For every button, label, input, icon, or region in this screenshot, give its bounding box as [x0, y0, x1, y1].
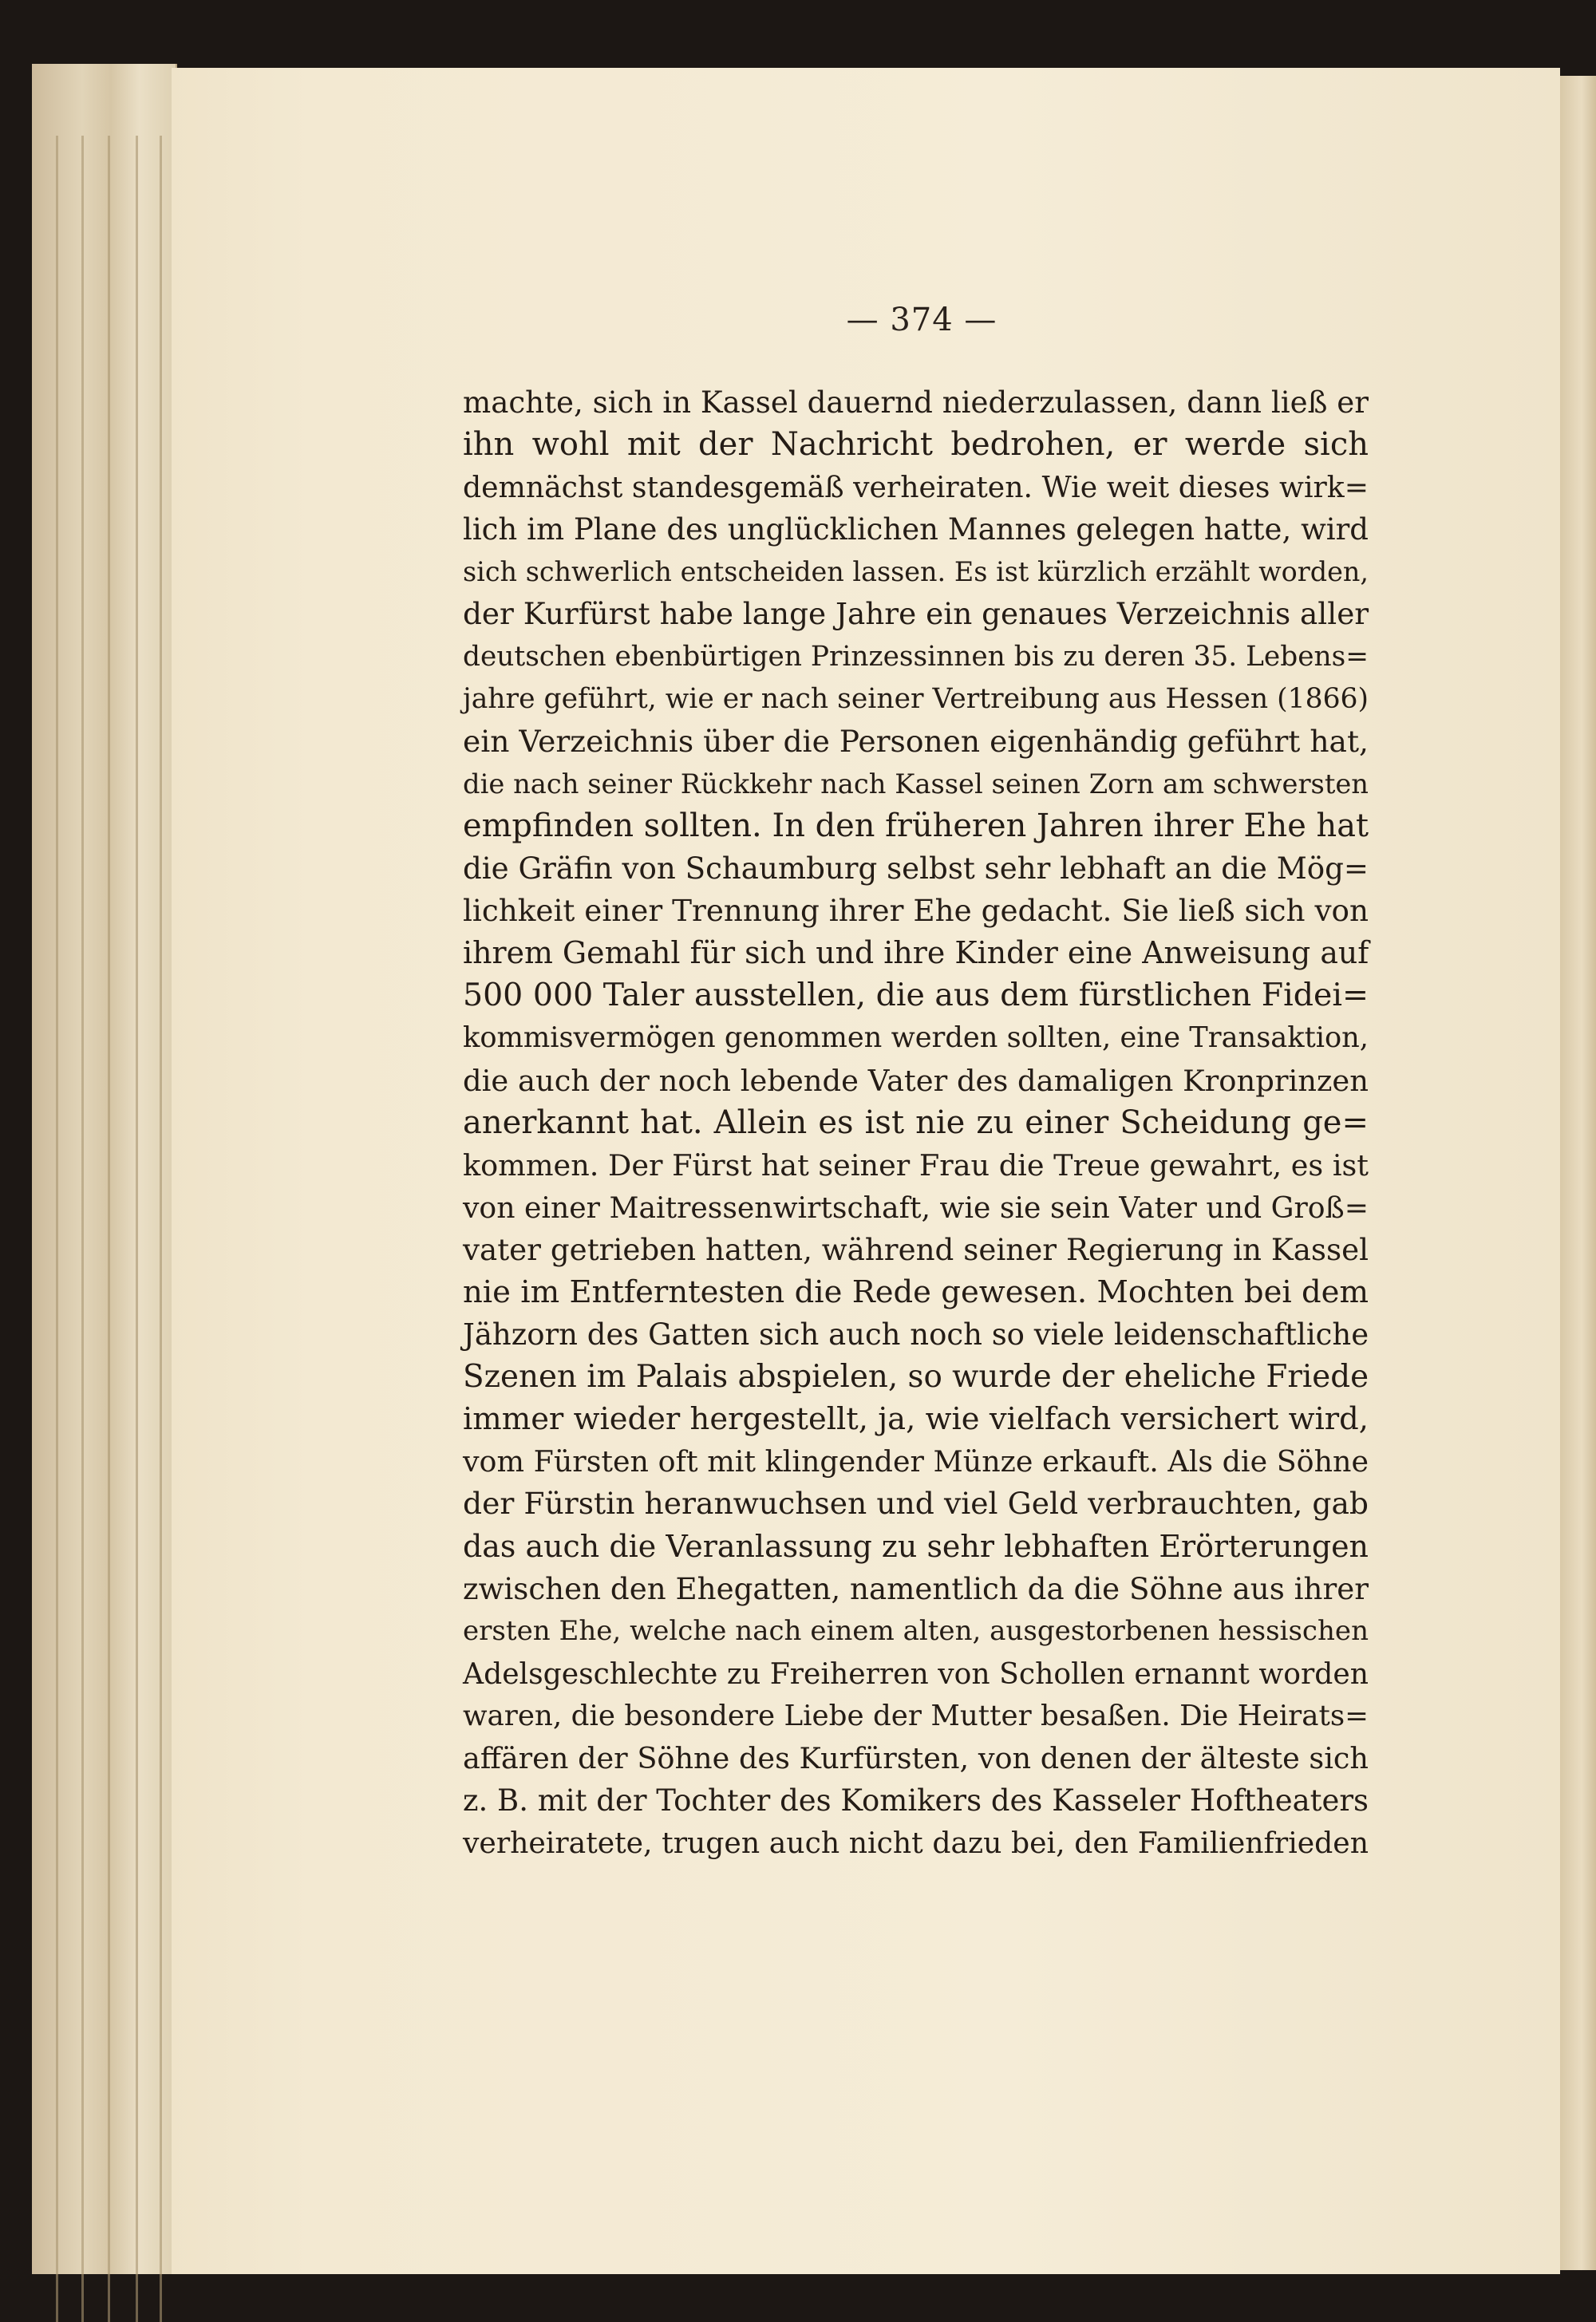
text-line: ihn wohl mit der Nachricht bedrohen, er werde sich — [463, 426, 1369, 464]
text-line: der Fürstin heranwuchsen und viel Geld verbrauchten, gab — [463, 1486, 1369, 1522]
page-edge-line — [108, 136, 110, 2322]
text-line: empfinden sollten. In den früheren Jahren ihrer Ehe hat — [463, 807, 1369, 844]
text-line: Jähzorn des Gatten sich auch noch so viele leidenschaftliche — [463, 1317, 1369, 1353]
text-line: sich schwerlich entscheiden lassen. Es ist kürzlich erzählt worden, — [463, 556, 1369, 588]
text-line: das auch die Veranlassung zu sehr lebhaften Erörterungen — [463, 1528, 1369, 1564]
text-line: ein Verzeichnis über die Personen eigenhändig geführt hat, — [463, 723, 1369, 759]
text-line: ihrem Gemahl für sich und ihre Kinder eine Anweisung auf — [463, 935, 1369, 971]
page-edge-line — [56, 136, 58, 2322]
text-line: affären der Söhne des Kurfürsten, von denen der älteste sich — [463, 1741, 1369, 1775]
text-line: Adelsgeschlechte zu Freiherren von Schollen ernannt worden — [463, 1656, 1369, 1691]
text-line: jahre geführt, wie er nach seiner Vertreibung aus Hessen (1866) — [463, 682, 1369, 715]
text-line: ersten Ehe, welche nach einem alten, ausgestorbenen hessischen — [463, 1614, 1369, 1647]
page-edge-line — [81, 136, 84, 2322]
text-line: immer wieder hergestellt, ja, wie vielfach versichert wird, — [463, 1401, 1369, 1438]
text-line: die nach seiner Rückkehr nach Kassel seinen Zorn am schwersten — [463, 768, 1369, 800]
text-line: lichkeit einer Trennung ihrer Ehe gedacht. Sie ließ sich von — [463, 893, 1369, 929]
text-line: waren, die besondere Liebe der Mutter besaßen. Die Heirats= — [463, 1699, 1369, 1732]
text-line: anerkannt hat. Allein es ist nie zu einer Scheidung ge= — [463, 1104, 1369, 1141]
page-edge-line — [160, 136, 162, 2322]
text-line: Szenen im Palais abspielen, so wurde der eheliche Friede — [463, 1359, 1369, 1396]
text-line: kommisvermögen genommen werden sollten, eine Transaktion, — [463, 1021, 1369, 1055]
book-page-edges — [32, 64, 177, 2274]
text-line: der Kurfürst habe lange Jahre ein genaues Verzeichnis aller — [463, 596, 1369, 632]
text-line: verheiratete, trugen auch nicht dazu bei, den Familienfrieden — [463, 1826, 1369, 1861]
body-text — [463, 381, 1369, 1864]
facing-page-edge — [1560, 76, 1596, 2270]
text-line: die auch der noch lebende Vater des damaligen Kronprinzen — [463, 1063, 1369, 1098]
text-line: deutschen ebenbürtigen Prinzessinnen bis zu deren 35. Lebens= — [463, 640, 1369, 673]
page-edge-line — [136, 136, 138, 2322]
text-line: kommen. Der Fürst hat seiner Frau die Treue gewahrt, es ist — [463, 1147, 1369, 1183]
text-line: die Gräfin von Schaumburg selbst sehr lebhaft an die Mög= — [463, 851, 1369, 887]
page-number: — 374 — — [846, 302, 998, 338]
text-line: z. B. mit der Tochter des Komikers des Kasseler Hoftheaters — [463, 1783, 1369, 1819]
text-line: von einer Maitressenwirtschaft, wie sie sein Vater und Groß= — [463, 1190, 1369, 1225]
text-line: 500 000 Taler ausstellen, die aus dem fürstlichen Fidei= — [463, 977, 1369, 1014]
text-line: lich im Plane des unglücklichen Mannes gelegen hatte, wird — [463, 512, 1369, 547]
text-line: vom Fürsten oft mit klingender Münze erkauft. Als die Söhne — [463, 1444, 1369, 1479]
text-line: vater getrieben hatten, während seiner Regierung in Kassel — [463, 1231, 1369, 1267]
text-line: machte, sich in Kassel dauernd niederzulassen, dann ließ er — [463, 385, 1369, 420]
text-line: nie im Entferntesten die Rede gewesen. Mochten bei dem — [463, 1274, 1369, 1310]
text-line: demnächst standesgemäß verheiraten. Wie weit dieses wirk= — [463, 470, 1369, 505]
text-line: zwischen den Ehegatten, namentlich da die Söhne aus ihrer — [463, 1570, 1369, 1606]
